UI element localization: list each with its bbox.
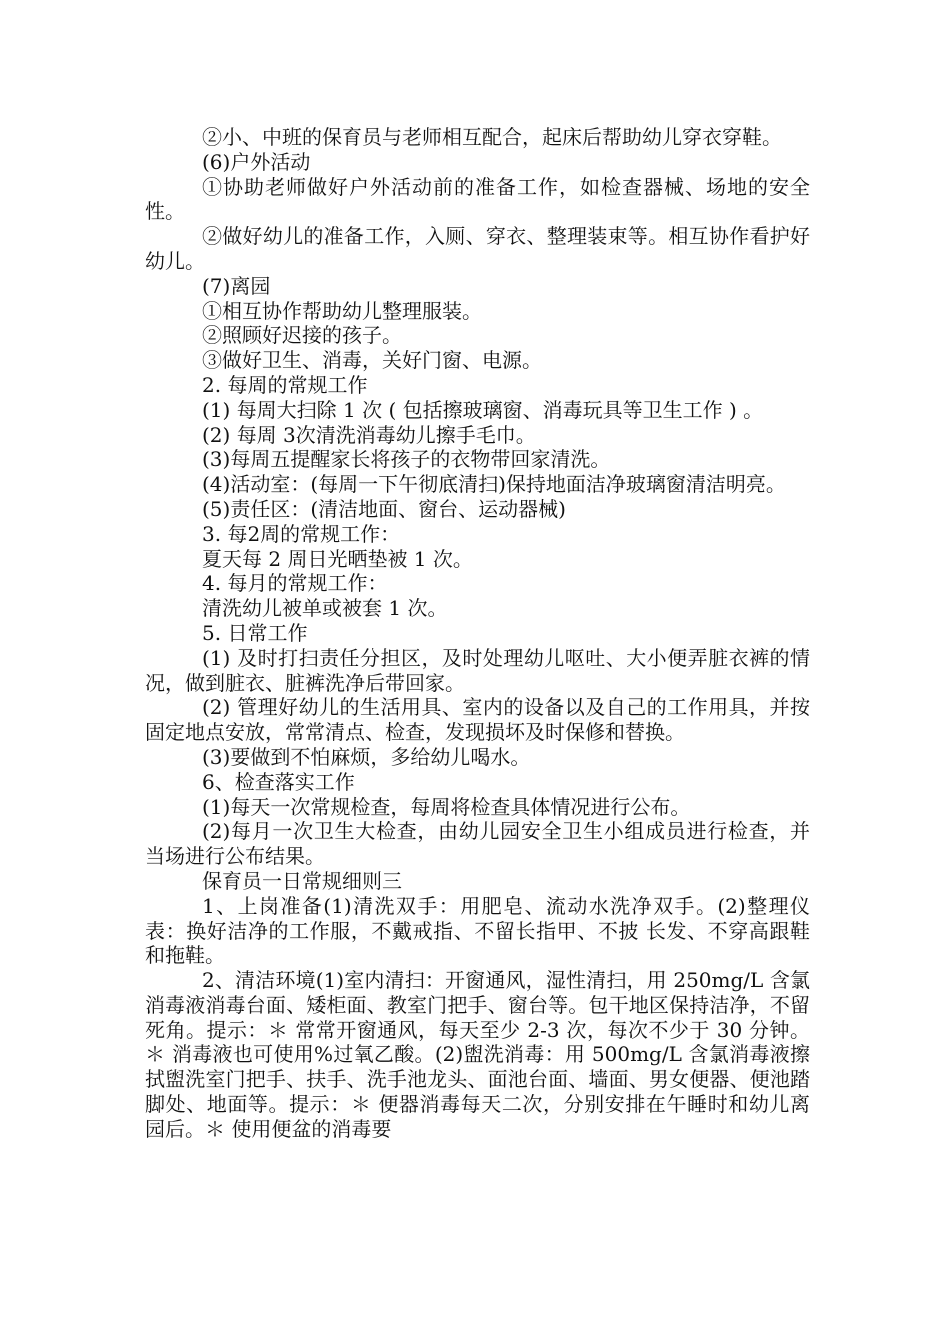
section-heading: (6)户外活动	[202, 149, 311, 174]
paragraph: ②照顾好迟接的孩子。	[202, 323, 402, 348]
paragraph: 夏天每 2 周日光晒垫被 1 次。	[202, 546, 473, 571]
paragraph: (5)责任区：(清洁地面、窗台、运动器械)	[202, 496, 566, 521]
paragraph: (2) 每周 3次清洗消毒幼儿擦手毛巾。	[202, 422, 536, 447]
paragraph: ①协助老师做好户外活动前的准备工作，如检查器械、场地的安全性。	[145, 174, 810, 224]
section-heading: 3. 每2周的常规工作：	[202, 521, 401, 546]
section-heading: 4. 每月的常规工作：	[202, 571, 388, 596]
section-heading: 6、检查落实工作	[202, 769, 355, 794]
paragraph: ②小、中班的保育员与老师相互配合，起床后帮助幼儿穿衣穿鞋。	[202, 125, 782, 149]
section-heading: 5. 日常工作	[202, 620, 308, 645]
paragraph: (1)每天一次常规检查，每周将检查具体情况进行公布。	[202, 794, 691, 819]
paragraph: (2)每月一次卫生大检查，由幼儿园安全卫生小组成员进行检查，并当场进行公布结果。	[145, 819, 810, 869]
paragraph: (1) 每周大扫除 1 次 ( 包括擦玻璃窗、消毒玩具等卫生工作 ) 。	[202, 397, 764, 422]
paragraph: (3)每周五提醒家长将孩子的衣物带回家清洗。	[202, 447, 611, 472]
paragraph: ①相互协作帮助幼儿整理服装。	[202, 298, 482, 323]
section-heading: 2. 每周的常规工作	[202, 372, 368, 397]
paragraph: 1、上岗准备(1)清洗双手：用肥皂、流动水洗净双手。(2)整理仪表：换好洁净的工作服，不戴戒指、不留长指甲、不披 长发、不穿高跟鞋和拖鞋。	[145, 893, 810, 968]
paragraph: 2、清洁环境(1)室内清扫：开窗通风，湿性清扫，用 250mg/L 含氯消毒液消毒台面、矮柜面、教室门把手、窗台等。包干地区保持洁净，不留死角。提示：＊ 常常开窗通风，每天至少 2-3 次，每次不少于 30 分钟。＊ 消毒液也可使用%过氧乙酸。(2)盥洗消毒：用 500mg/L 含氯消毒液擦拭盥洗室门把手、扶手、洗手池龙头、面池台面、墙面、男女便器、便池踏脚处、地面等。提示：＊ 便器消毒每天二次，分别安排在午睡时和幼儿离园后。＊ 使用便盆的消毒要	[145, 968, 810, 1141]
paragraph: (3)要做到不怕麻烦，多给幼儿喝水。	[202, 744, 531, 769]
paragraph: (4)活动室：(每周一下午彻底清扫)保持地面洁净玻璃窗清洁明亮。	[202, 472, 786, 497]
paragraph: 清洗幼儿被单或被套 1 次。	[202, 596, 448, 621]
document-body	[145, 125, 810, 1142]
paragraph: (1) 及时打扫责任分担区，及时处理幼儿呕吐、大小便弄脏衣裤的情况，做到脏衣、脏裤洗净后带回家。	[145, 645, 810, 695]
paragraph: ②做好幼儿的准备工作，入厕、穿衣、整理装束等。相互协作看护好幼儿。	[145, 224, 810, 273]
paragraph: (2) 管理好幼儿的生活用具、室内的设备以及自己的工作用具，并按固定地点安放，常常清点、检查，发现损坏及时保修和替换。	[145, 695, 810, 745]
section-title: 保育员一日常规细则三	[202, 868, 402, 893]
section-heading: (7)离园	[202, 273, 271, 298]
paragraph: ③做好卫生、消毒，关好门窗、电源。	[202, 348, 542, 373]
